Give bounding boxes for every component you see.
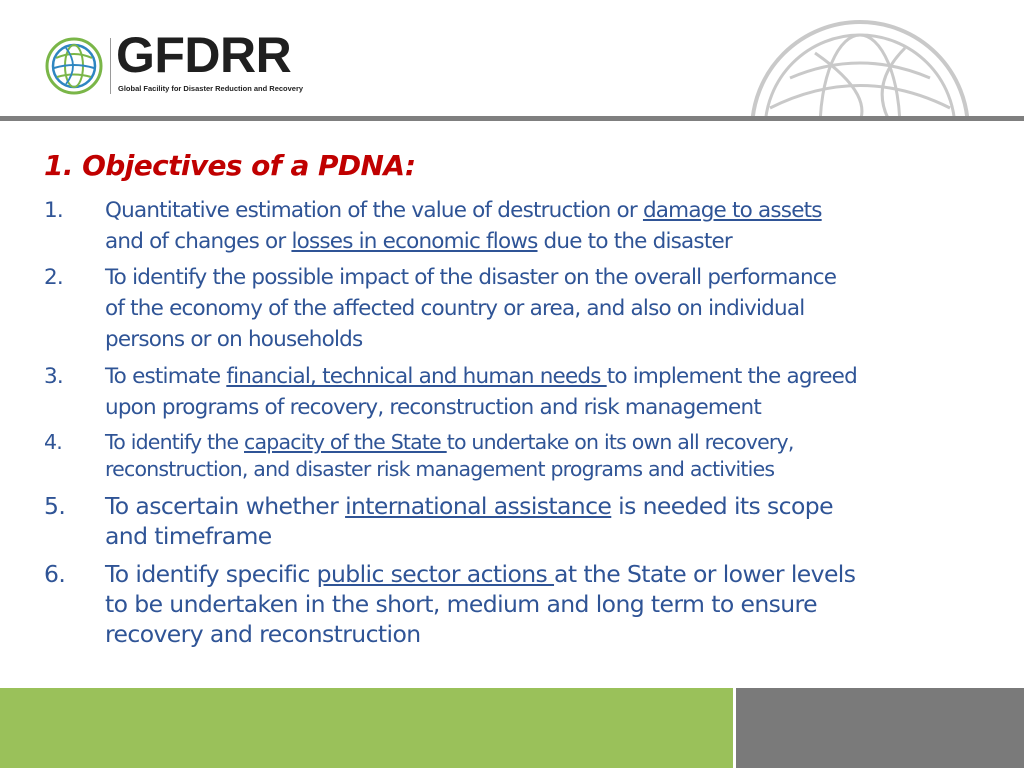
item-line — [105, 361, 995, 392]
item-text — [105, 429, 995, 483]
item-line — [105, 491, 995, 521]
item-number: 6. — [44, 560, 66, 588]
slide-title: 1. Objectives of a PDNA: — [44, 149, 416, 182]
item-number: 3. — [44, 364, 63, 389]
item-line: upon programs of recovery, reconstruction and risk management — [105, 395, 761, 420]
text-run: To identify the — [105, 430, 245, 454]
text-run: To ascertain whether — [105, 492, 346, 520]
financial-technical-human-needs-link[interactable]: financial, technical and human needs — [226, 364, 607, 389]
item-line — [105, 559, 995, 589]
item-text — [105, 262, 995, 355]
brand-name: GFDRR — [116, 27, 292, 83]
item-line: to be undertaken in the short, medium and long term to ensure — [105, 590, 817, 618]
item-text — [105, 195, 995, 257]
footer-gray-band — [736, 688, 1024, 768]
slide-header — [0, 0, 1024, 116]
text-run: due to the disaster — [537, 229, 732, 254]
item-line: reconstruction, and disaster risk management programs and activities — [105, 457, 775, 481]
item-number: 2. — [44, 265, 63, 290]
footer-green-band — [0, 688, 733, 768]
text-run: and of changes or — [105, 229, 292, 254]
item-text — [105, 559, 995, 649]
globe-watermark-icon — [745, 18, 975, 118]
brand-tagline: Global Facility for Disaster Reduction and Recovery — [118, 84, 304, 93]
item-line: To identify the possible impact of the disaster on the overall performance — [105, 265, 837, 290]
text-run: is needed its scope — [611, 492, 833, 520]
item-line — [105, 226, 995, 257]
text-run: to implement the agreed — [606, 364, 857, 389]
text-run: to undertake on its own all recovery, — [446, 430, 794, 454]
public-sector-actions-link[interactable]: public sector actions — [316, 560, 555, 588]
item-number: 1. — [44, 198, 63, 223]
capacity-of-the-state-link[interactable]: capacity of the State — [244, 430, 447, 454]
item-line — [105, 429, 995, 456]
item-text — [105, 361, 995, 423]
item-line — [105, 195, 995, 226]
text-run: To estimate — [105, 364, 227, 389]
item-text — [105, 491, 995, 551]
losses-in-economic-flows-link[interactable]: losses in economic flows — [291, 229, 538, 254]
international-assistance-link[interactable]: international assistance — [345, 492, 612, 520]
text-run: at the State or lower levels — [554, 560, 856, 588]
globe-logo-icon — [44, 36, 104, 96]
damage-to-assets-link[interactable]: damage to assets — [642, 198, 822, 223]
item-line: recovery and reconstruction — [105, 620, 421, 648]
slide-content — [0, 121, 1024, 687]
item-line: and timeframe — [105, 522, 272, 550]
text-run: To identify specific — [105, 560, 317, 588]
item-number: 4. — [44, 430, 62, 454]
logo-divider — [110, 38, 111, 94]
item-line: persons or on households — [105, 327, 363, 352]
text-run: Quantitative estimation of the value of destruction or — [105, 198, 643, 223]
item-number: 5. — [44, 492, 66, 520]
item-line: of the economy of the affected country or area, and also on individual — [105, 296, 805, 321]
